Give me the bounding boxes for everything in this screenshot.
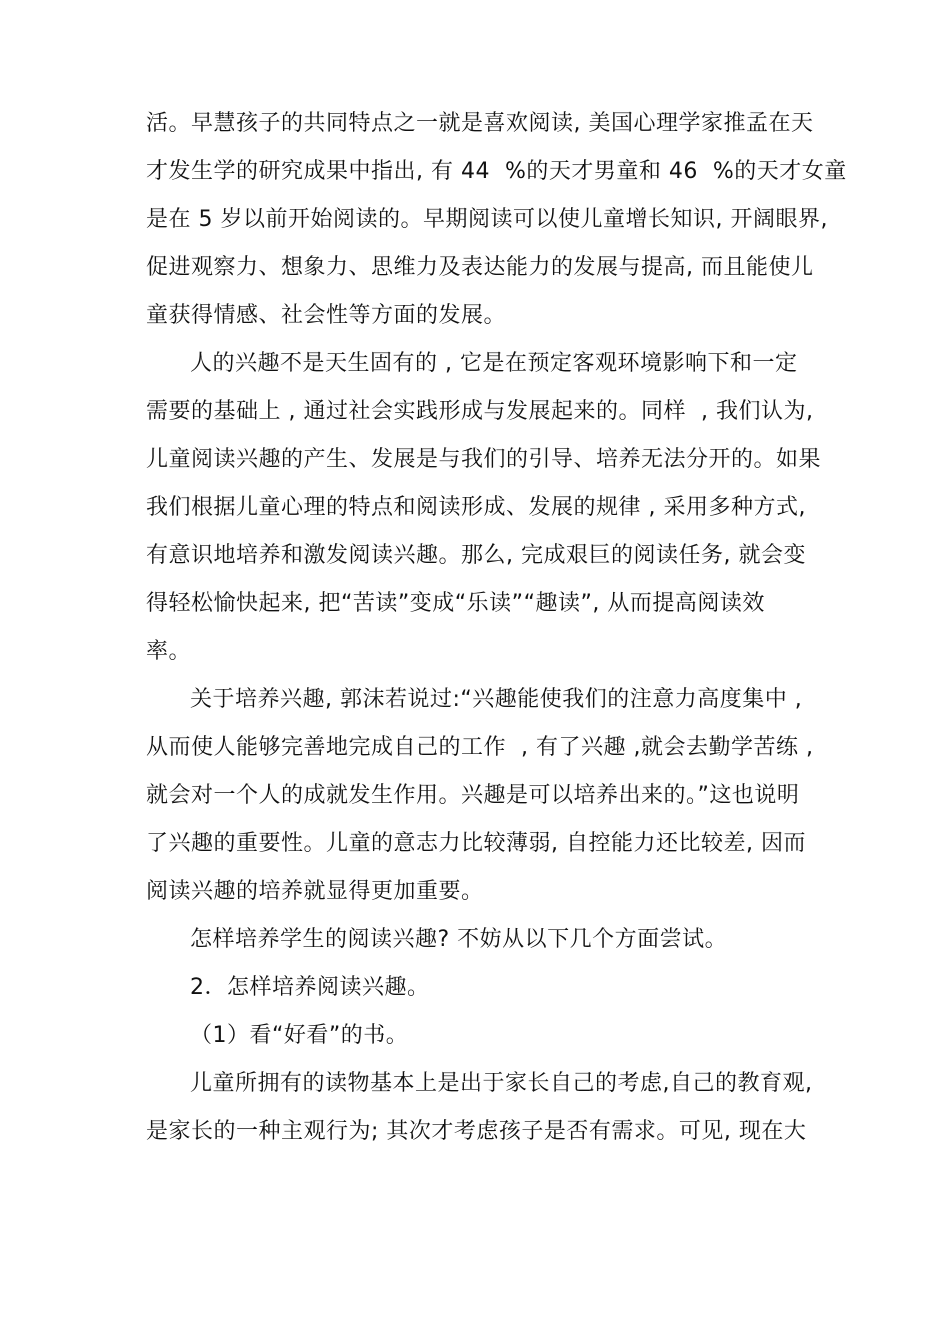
text-line: 了兴趣的重要性。儿童的意志力比较薄弱, 自控能力还比较差, 因而 xyxy=(146,831,806,856)
text-line: 从而使人能够完善地完成自己的工作 , 有了兴趣 ,就会去勤学苦练 , xyxy=(146,735,814,760)
text-line: 阅读兴趣的培养就显得更加重要。 xyxy=(146,879,484,904)
text-line: 我们根据儿童心理的特点和阅读形成、发展的规律 , 采用多种方式, xyxy=(146,495,806,520)
text-line: 是在 5 岁以前开始阅读的。早期阅读可以使儿童增长知识, 开阔眼界, xyxy=(146,207,828,232)
paragraph-start-line: 人的兴趣不是天生固有的 , 它是在预定客观环境影响下和一定 xyxy=(190,351,798,376)
body-text xyxy=(146,100,847,1156)
text-line: 得轻松愉快起来, 把“苦读”变成“乐读”“趣读”, 从而提高阅读效 xyxy=(146,591,765,616)
text-line: 促进观察力、想象力、思维力及表达能力的发展与提高, 而且能使儿 xyxy=(146,255,814,280)
text-line: 有意识地培养和激发阅读兴趣。那么, 完成艰巨的阅读任务, 就会变 xyxy=(146,543,806,568)
subsection-heading: （1）看“好看”的书。 xyxy=(190,1023,409,1048)
paragraph-start-line: 儿童所拥有的读物基本上是出于家长自己的考虑,自己的教育观, xyxy=(190,1071,813,1096)
text-line: 需要的基础上 , 通过社会实践形成与发展起来的。同样 , 我们认为, xyxy=(146,399,814,424)
paragraph-start-line: 关于培养兴趣, 郭沫若说过:“兴趣能使我们的注意力高度集中 , xyxy=(190,687,803,712)
text-line: 童获得情感、社会性等方面的发展。 xyxy=(146,303,507,328)
section-heading: 2．怎样培养阅读兴趣。 xyxy=(190,975,430,1000)
text-line: 活。早慧孩子的共同特点之一就是喜欢阅读, 美国心理学家推孟在天 xyxy=(146,111,814,136)
text-line: 才发生学的研究成果中指出, 有 44 %的天才男童和 46 %的天才女童 xyxy=(146,159,847,184)
text-line: 率。 xyxy=(146,639,192,664)
paragraph-start-line: 怎样培养学生的阅读兴趣? 不妨从以下几个方面尝试。 xyxy=(190,927,728,952)
text-line: 就会对一个人的成就发生作用。兴趣是可以培养出来的。”这也说明 xyxy=(146,783,800,808)
text-line: 是家长的一种主观行为; 其次才考虑孩子是否有需求。可见, 现在大 xyxy=(146,1119,807,1144)
text-line: 儿童阅读兴趣的产生、发展是与我们的引导、培养无法分开的。如果 xyxy=(146,447,822,472)
